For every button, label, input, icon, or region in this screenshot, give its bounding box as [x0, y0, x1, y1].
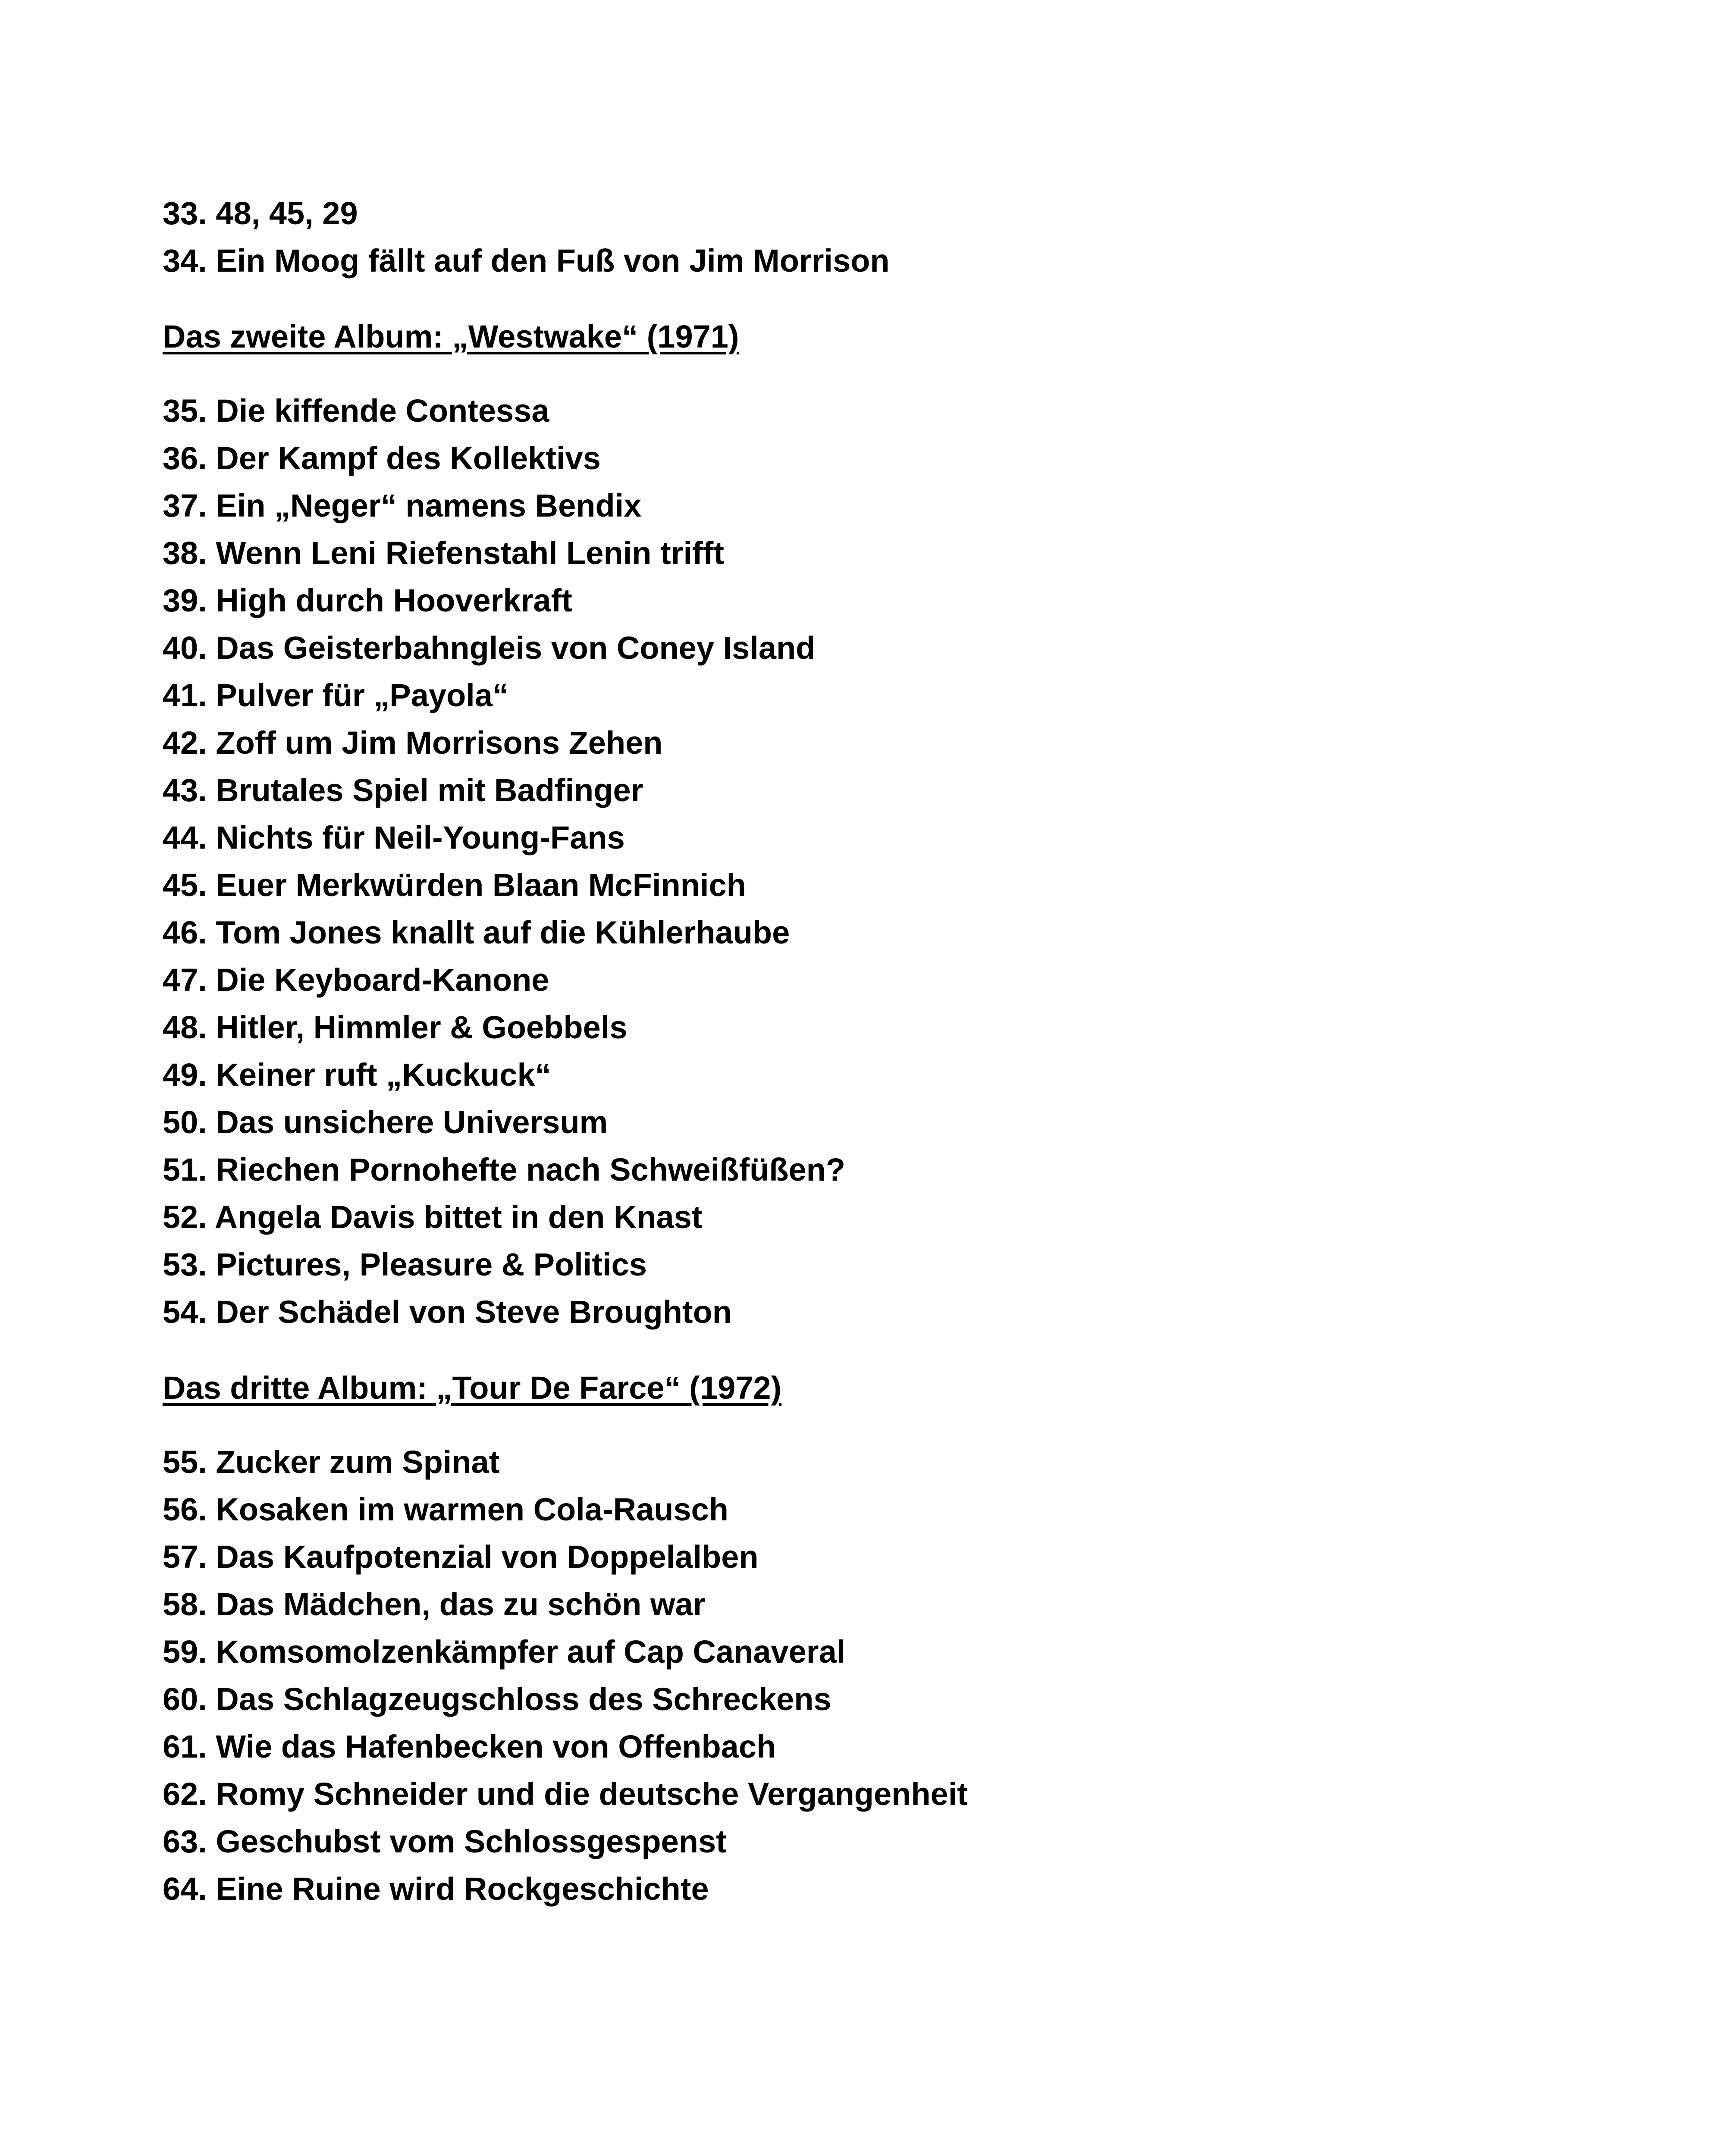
- chapter-entry: 43. Brutales Spiel mit Badfinger: [163, 772, 643, 808]
- chapter-list-continued: [163, 190, 1586, 285]
- chapter-entry: 63. Geschubst vom Schlossgespenst: [163, 1824, 727, 1859]
- chapter-entry: 45. Euer Merkwürden Blaan McFinnich: [163, 867, 746, 903]
- section-heading-third-album: Das dritte Album: „Tour De Farce“ (1972): [163, 1370, 782, 1406]
- chapter-entry: 64. Eine Ruine wird Rockgeschichte: [163, 1871, 709, 1907]
- chapter-entry: 51. Riechen Pornohefte nach Schweißfüßen?: [163, 1152, 846, 1188]
- chapter-entry: 34. Ein Moog fällt auf den Fuß von Jim Morrison: [163, 243, 890, 279]
- chapter-entry: 33. 48, 45, 29: [163, 195, 358, 231]
- chapter-entry: 37. Ein „Neger“ namens Bendix: [163, 488, 642, 523]
- chapter-entry: 54. Der Schädel von Steve Broughton: [163, 1294, 732, 1330]
- chapter-entry: 60. Das Schlagzeugschloss des Schreckens: [163, 1681, 831, 1717]
- chapter-entry: 61. Wie das Hafenbecken von Offenbach: [163, 1729, 776, 1764]
- chapter-entry: 42. Zoff um Jim Morrisons Zehen: [163, 725, 663, 761]
- chapter-list-second-album: [163, 387, 1586, 1336]
- chapter-list-third-album: [163, 1438, 1586, 1913]
- chapter-entry: 56. Kosaken im warmen Cola-Rausch: [163, 1492, 728, 1527]
- chapter-entry: 46. Tom Jones knallt auf die Kühlerhaube: [163, 915, 790, 950]
- chapter-entry: 58. Das Mädchen, das zu schön war: [163, 1586, 706, 1622]
- chapter-entry: 53. Pictures, Pleasure & Politics: [163, 1247, 647, 1282]
- chapter-entry: 35. Die kiffende Contessa: [163, 393, 549, 429]
- chapter-entry: 39. High durch Hooverkraft: [163, 583, 572, 618]
- chapter-entry: 59. Komsomolzenkämpfer auf Cap Canaveral: [163, 1634, 846, 1670]
- table-of-contents: [163, 190, 1586, 1913]
- chapter-entry: 52. Angela Davis bittet in den Knast: [163, 1199, 703, 1235]
- chapter-entry: 48. Hitler, Himmler & Goebbels: [163, 1009, 628, 1045]
- chapter-entry: 40. Das Geisterbahngleis von Coney Island: [163, 630, 816, 666]
- chapter-entry: 55. Zucker zum Spinat: [163, 1444, 500, 1480]
- chapter-entry: 41. Pulver für „Payola“: [163, 677, 509, 713]
- chapter-entry: 57. Das Kaufpotenzial von Doppelalben: [163, 1539, 759, 1575]
- chapter-entry: 49. Keiner ruft „Kuckuck“: [163, 1057, 551, 1093]
- chapter-entry: 38. Wenn Leni Riefenstahl Lenin trifft: [163, 535, 724, 571]
- chapter-entry: 50. Das unsichere Universum: [163, 1104, 608, 1140]
- section-heading-second-album: Das zweite Album: „Westwake“ (1971): [163, 319, 739, 354]
- chapter-entry: 47. Die Keyboard-Kanone: [163, 962, 549, 998]
- chapter-entry: 44. Nichts für Neil-Young-Fans: [163, 820, 625, 856]
- chapter-entry: 62. Romy Schneider und die deutsche Vergangenheit: [163, 1776, 968, 1812]
- chapter-entry: 36. Der Kampf des Kollektivs: [163, 440, 601, 476]
